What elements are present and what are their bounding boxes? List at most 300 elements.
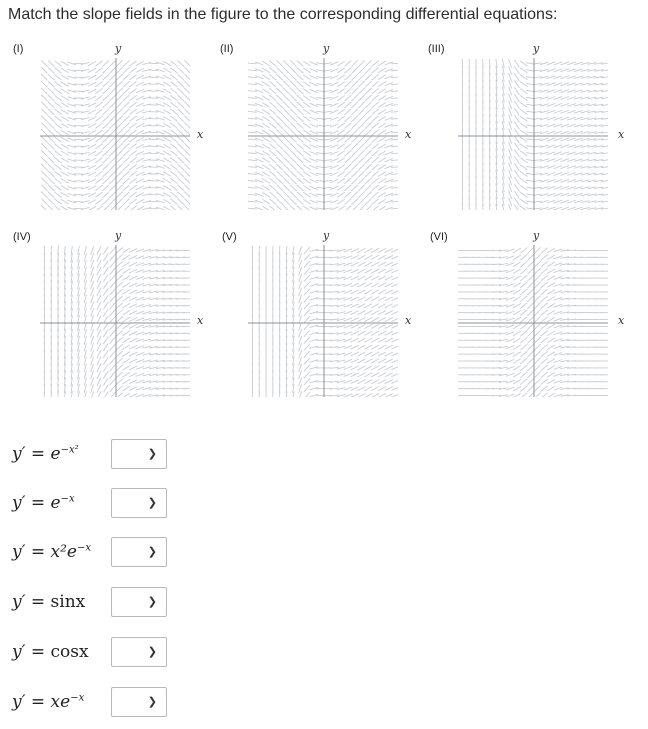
- slope-segment: [102, 116, 109, 122]
- slope-segment: [351, 164, 357, 170]
- slope-segment: [55, 75, 62, 81]
- slope-segment: [297, 67, 304, 73]
- slope-segment: [527, 392, 533, 397]
- slope-segment: [372, 185, 379, 191]
- slope-segment: [344, 116, 351, 122]
- slope-segment: [103, 302, 108, 310]
- slope-segment: [55, 116, 62, 122]
- slope-segment: [365, 192, 372, 198]
- slope-segment: [520, 165, 527, 170]
- slope-segment: [177, 143, 184, 149]
- equation-equals: =: [30, 542, 46, 562]
- slope-segment: [391, 249, 398, 253]
- slope-segment: [365, 171, 372, 177]
- slope-segment: [330, 103, 338, 107]
- slope-segment: [276, 74, 283, 80]
- slope-segment: [330, 193, 338, 197]
- slope-segment: [520, 82, 527, 87]
- slope-segment: [514, 60, 519, 67]
- slope-segment: [358, 143, 364, 149]
- slope-segment: [310, 158, 318, 162]
- slope-segment: [303, 172, 310, 177]
- slope-segment: [337, 61, 344, 66]
- slope-segment: [514, 143, 519, 150]
- slope-segment: [358, 164, 364, 170]
- slope-segment: [358, 185, 364, 191]
- slope-segment: [310, 89, 318, 93]
- slope-segment: [116, 109, 122, 115]
- slope-segment: [520, 68, 527, 73]
- slope-segment: [391, 332, 398, 336]
- slope-segment: [337, 199, 344, 204]
- slope-segment: [541, 282, 548, 288]
- slope-segment: [184, 60, 190, 66]
- slope-segment: [330, 124, 338, 128]
- slope-segment: [372, 74, 379, 80]
- slope-segment: [110, 275, 116, 282]
- slope-segment: [129, 116, 136, 121]
- slope-segment: [371, 331, 379, 335]
- slope-segment: [364, 269, 372, 273]
- slope-segment: [365, 143, 372, 149]
- slope-segment: [248, 111, 257, 112]
- slope-segment: [123, 206, 130, 210]
- slope-segment: [276, 185, 283, 191]
- slope-segment: [391, 167, 398, 168]
- slope-segment: [95, 109, 102, 114]
- slope-segment: [372, 206, 379, 210]
- slope-segment: [269, 137, 276, 143]
- slope-segment: [344, 102, 351, 108]
- slope-segment: [344, 109, 351, 115]
- slope-segment: [358, 116, 364, 122]
- slope-segment: [177, 95, 184, 101]
- slope-segment: [170, 61, 177, 67]
- slope-segment: [541, 386, 548, 392]
- slope-segment: [514, 67, 519, 74]
- slope-segment: [371, 276, 379, 280]
- slope-segment: [297, 61, 304, 67]
- slope-segment: [103, 254, 108, 262]
- slope-segment: [372, 164, 379, 170]
- equation-lhs: y′: [12, 542, 26, 562]
- slope-segment: [248, 146, 257, 147]
- slope-segment: [116, 324, 123, 330]
- slope-segment: [304, 344, 310, 351]
- slope-segment: [116, 136, 122, 142]
- slope-segment: [95, 95, 102, 100]
- slope-segment: [177, 136, 184, 142]
- slope-segment: [48, 178, 55, 184]
- slope-segment: [283, 150, 289, 156]
- slope-segment: [371, 352, 379, 356]
- slope-segment: [116, 289, 123, 295]
- slope-segment: [55, 185, 62, 191]
- slope-segment: [97, 343, 101, 351]
- equation-exponent: −x²: [60, 444, 79, 456]
- slope-segment: [248, 160, 257, 161]
- slope-segment: [520, 75, 527, 80]
- slope-segment: [95, 144, 102, 149]
- slope-segment: [365, 185, 372, 191]
- slope-segment: [269, 61, 276, 67]
- slope-segment: [290, 171, 296, 177]
- slope-segment: [103, 260, 108, 268]
- slope-segment: [248, 181, 257, 182]
- slope-segment: [95, 68, 102, 73]
- slope-segment: [41, 171, 47, 177]
- slope-segment: [116, 282, 123, 288]
- y-axis-label-1: y: [115, 42, 122, 55]
- slope-segment: [358, 122, 364, 128]
- slope-segment: [520, 255, 527, 261]
- slope-segment: [337, 151, 344, 156]
- slope-segment: [371, 380, 379, 384]
- slope-segment: [276, 171, 283, 177]
- slope-segment: [170, 157, 177, 163]
- x-axis-label-3: x: [618, 128, 625, 141]
- slope-segment: [330, 179, 338, 183]
- slope-segment: [520, 344, 527, 350]
- slope-segment: [372, 178, 379, 184]
- slope-segment: [110, 289, 116, 296]
- slope-segment: [330, 186, 338, 190]
- answer-select-6[interactable]: [111, 687, 167, 717]
- slope-segment: [303, 75, 310, 80]
- slope-segment: [170, 192, 177, 198]
- slope-segment: [184, 150, 190, 156]
- slope-segment: [276, 116, 283, 122]
- slope-segment: [310, 131, 318, 135]
- slope-segment: [330, 172, 338, 176]
- slope-segment: [344, 192, 351, 198]
- slope-segment: [365, 95, 372, 101]
- slope-segment: [520, 199, 527, 204]
- slope-segment: [371, 324, 379, 328]
- slope-segment: [48, 102, 55, 108]
- slope-segment: [177, 171, 184, 177]
- slope-segment: [129, 192, 136, 197]
- slope-segment: [297, 116, 304, 122]
- slope-segment: [283, 192, 289, 198]
- slope-segment: [391, 98, 398, 99]
- slope-segment: [248, 70, 257, 71]
- slope-segment: [297, 178, 304, 184]
- slope-segment: [391, 194, 398, 195]
- y-axis-label-3: y: [533, 42, 540, 55]
- slope-segment: [358, 136, 364, 142]
- slope-segment: [330, 110, 338, 114]
- slope-segment: [116, 296, 123, 302]
- slope-segment: [48, 205, 55, 210]
- slope-segment: [116, 192, 122, 198]
- slope-segment: [184, 81, 190, 87]
- slope-field-panel-4: [40, 245, 190, 397]
- slope-segment: [276, 205, 283, 210]
- slope-segment: [129, 164, 136, 169]
- slope-segment: [391, 366, 398, 370]
- slope-segment: [304, 254, 310, 261]
- slope-segment: [371, 283, 379, 287]
- slope-segment: [116, 143, 122, 149]
- slope-segment: [303, 89, 310, 94]
- slope-segment: [102, 199, 109, 205]
- slope-segment: [170, 151, 177, 157]
- slope-segment: [337, 130, 344, 135]
- slope-segment: [248, 84, 257, 85]
- slope-segment: [527, 351, 533, 357]
- slope-segment: [337, 206, 344, 210]
- slope-segment: [304, 261, 310, 268]
- slope-segment: [514, 205, 519, 210]
- slope-segment: [527, 365, 533, 371]
- slope-segment: [337, 137, 344, 142]
- slope-segment: [541, 372, 548, 378]
- slope-segment: [337, 178, 344, 183]
- slope-segment: [290, 129, 296, 135]
- slope-segment: [290, 157, 296, 163]
- slope-segment: [177, 109, 184, 115]
- slope-segment: [534, 392, 540, 397]
- slope-segment: [97, 253, 101, 261]
- slope-segment: [290, 102, 296, 108]
- slope-segment: [527, 282, 533, 288]
- slope-segment: [365, 74, 372, 80]
- slope-segment: [391, 297, 398, 301]
- slope-segment: [102, 123, 109, 129]
- slope-segment: [116, 337, 123, 343]
- slope-segment: [276, 95, 283, 101]
- slope-segment: [310, 110, 318, 114]
- slope-segment: [337, 158, 344, 163]
- slope-segment: [97, 295, 101, 303]
- slope-segment: [290, 136, 296, 142]
- slope-segment: [514, 129, 519, 136]
- slope-segment: [41, 67, 47, 73]
- slope-segment: [276, 143, 283, 149]
- answer-select-4[interactable]: [111, 587, 167, 617]
- slope-segment: [95, 81, 102, 86]
- slope-segment: [534, 275, 540, 281]
- slope-segment: [365, 205, 372, 210]
- slope-segment: [283, 205, 289, 210]
- slope-segment: [269, 95, 276, 101]
- slope-segment: [55, 88, 62, 94]
- slope-segment: [184, 185, 190, 191]
- x-axis-label-6: x: [618, 314, 625, 327]
- slope-segment: [103, 330, 108, 338]
- slope-segment: [116, 157, 122, 163]
- slope-segment: [116, 358, 123, 364]
- slope-segment: [109, 171, 115, 177]
- slope-segment: [330, 165, 338, 169]
- slope-segment: [290, 81, 296, 87]
- slope-segment: [116, 379, 123, 385]
- slope-segment: [527, 303, 533, 309]
- slope-segment: [344, 123, 351, 129]
- slope-segment: [290, 60, 296, 66]
- slope-segment: [297, 185, 304, 191]
- slope-segment: [103, 343, 108, 351]
- slope-segment: [116, 198, 122, 204]
- slope-segment: [102, 67, 109, 73]
- slope-segment: [95, 88, 102, 93]
- slope-segment: [269, 144, 276, 150]
- slope-segment: [248, 208, 257, 209]
- slope-segment: [371, 373, 379, 377]
- answer-select-1[interactable]: [111, 439, 167, 469]
- slope-segment: [297, 171, 304, 177]
- slope-segment: [97, 267, 101, 275]
- slope-segment: [177, 164, 184, 170]
- slope-segment: [391, 276, 398, 280]
- slope-segment: [391, 118, 398, 119]
- slope-segment: [269, 102, 276, 108]
- slope-segment: [297, 109, 304, 115]
- slope-segment: [116, 185, 122, 191]
- slope-segment: [351, 67, 357, 73]
- slope-field-panel-3: [458, 58, 608, 210]
- slope-segment: [358, 198, 364, 204]
- answer-select-2[interactable]: [111, 488, 167, 518]
- chevron-down-icon: ❯: [147, 696, 157, 708]
- slope-segment: [514, 122, 519, 129]
- slope-segment: [541, 289, 548, 295]
- slope-segment: [103, 378, 108, 386]
- slope-segment: [55, 144, 62, 150]
- slope-segment: [372, 144, 379, 150]
- chevron-down-icon: ❯: [147, 596, 157, 608]
- slope-segment: [364, 366, 372, 370]
- slope-segment: [514, 87, 519, 95]
- slope-segment: [103, 281, 108, 289]
- slope-segment: [520, 95, 527, 100]
- slope-segment: [344, 206, 351, 210]
- slope-segment: [109, 129, 115, 135]
- slope-segment: [365, 109, 372, 115]
- slope-segment: [170, 178, 177, 184]
- slope-segment: [330, 82, 338, 86]
- slope-segment: [170, 144, 177, 150]
- equation-base: e: [50, 444, 61, 464]
- slope-segment: [304, 289, 310, 296]
- slope-segment: [55, 137, 62, 143]
- slope-segment: [110, 323, 116, 330]
- slope-segment: [177, 74, 184, 80]
- slope-segment: [283, 81, 289, 87]
- slope-segment: [310, 186, 318, 190]
- slope-segment: [372, 171, 379, 177]
- slope-segment: [48, 60, 55, 66]
- slope-segment: [248, 167, 257, 168]
- slope-segment: [297, 199, 304, 205]
- slope-segment: [269, 88, 276, 94]
- slope-segment: [351, 116, 357, 122]
- slope-segment: [303, 96, 310, 101]
- slope-segment: [103, 267, 108, 275]
- slope-segment: [290, 74, 296, 80]
- slope-segment: [41, 157, 47, 163]
- slope-segment: [534, 316, 540, 322]
- slope-segment: [371, 317, 379, 321]
- equation-lhs: y′: [12, 444, 26, 464]
- slope-segment: [303, 185, 310, 190]
- slope-segment: [514, 170, 519, 178]
- slope-segment: [364, 248, 372, 252]
- chevron-down-icon: ❯: [147, 497, 157, 509]
- slope-segment: [102, 164, 109, 170]
- slope-segment: [330, 158, 338, 162]
- slope-segment: [310, 117, 318, 121]
- slope-segment: [95, 185, 102, 190]
- slope-segment: [110, 261, 116, 268]
- slope-segment: [330, 117, 338, 121]
- slope-segment: [358, 95, 364, 101]
- slope-segment: [97, 329, 101, 337]
- slope-segment: [391, 325, 398, 329]
- slope-segment: [534, 330, 540, 336]
- chevron-down-icon: ❯: [147, 448, 157, 460]
- slope-segment: [102, 60, 109, 66]
- equation-equals: =: [30, 642, 46, 662]
- slope-segment: [371, 338, 379, 342]
- slope-segment: [514, 198, 519, 205]
- slope-segment: [170, 123, 177, 129]
- slope-segment: [527, 323, 533, 329]
- slope-segment: [109, 60, 115, 66]
- slope-segment: [541, 296, 548, 302]
- slope-segment: [269, 123, 276, 129]
- slope-segment: [110, 392, 116, 397]
- answer-select-3[interactable]: [111, 537, 167, 567]
- slope-segment: [351, 143, 357, 149]
- slope-segment: [520, 372, 527, 378]
- slope-segment: [102, 143, 109, 149]
- slope-segment: [269, 206, 276, 210]
- slope-segment: [116, 74, 122, 80]
- slope-segment: [310, 96, 318, 100]
- slope-segment: [97, 336, 101, 344]
- slope-segment: [310, 138, 318, 142]
- slope-segment: [330, 200, 338, 204]
- slope-segment: [170, 81, 177, 87]
- slope-segment: [365, 116, 372, 122]
- slope-segment: [103, 392, 108, 397]
- slope-segment: [276, 60, 283, 66]
- slope-segment: [365, 178, 372, 184]
- slope-segment: [520, 289, 527, 295]
- slope-segment: [391, 290, 398, 294]
- answer-select-5[interactable]: [111, 637, 167, 667]
- slope-segment: [95, 116, 102, 121]
- slope-segment: [48, 164, 55, 170]
- slope-segment: [276, 102, 283, 108]
- slope-segment: [365, 123, 372, 129]
- slope-segment: [351, 102, 357, 108]
- slope-segment: [391, 380, 398, 384]
- slope-segment: [304, 247, 310, 254]
- slope-segment: [297, 95, 304, 101]
- slope-segment: [116, 275, 123, 281]
- slope-segment: [290, 88, 296, 94]
- slope-segment: [534, 365, 540, 371]
- slope-segment: [110, 282, 116, 289]
- slope-segment: [123, 178, 130, 184]
- slope-segment: [290, 192, 296, 198]
- slope-segment: [248, 174, 257, 175]
- slope-segment: [303, 82, 310, 87]
- slope-segment: [269, 68, 276, 74]
